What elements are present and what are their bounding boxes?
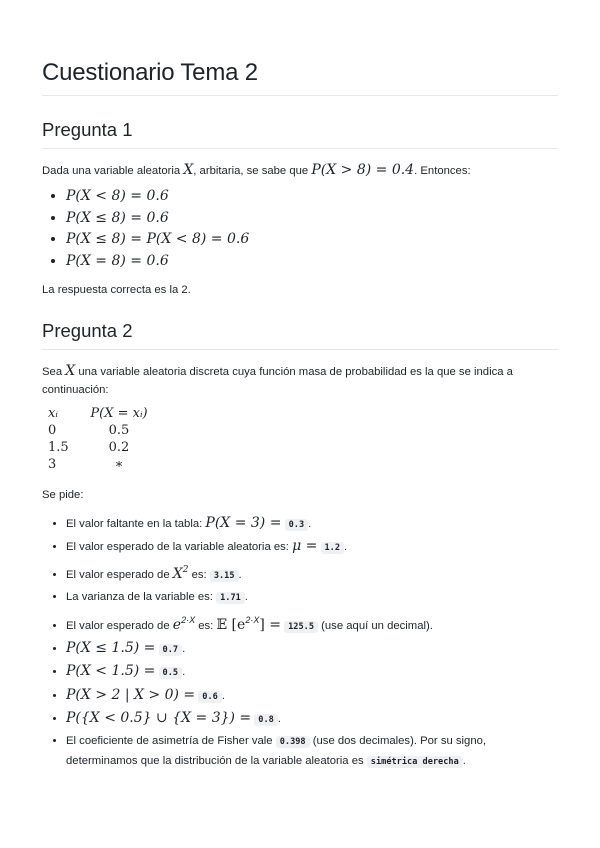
table-row [48,439,154,456]
item-text: (use aquí un decimal). [318,619,433,632]
item-text: es: [195,619,217,632]
answer-option: • P(X ≤ 8) = 0.6 [66,208,558,230]
intro-text: Sea [42,366,66,378]
question-item [66,708,558,731]
table-cell-p: 0.5 [108,423,130,438]
table-header-x: xᵢ [48,406,58,421]
intro-text: una variable aleatoria discreta cuya función masa de probabilidad es la que se indica a continuación: [42,366,513,396]
item-text: La varianza de la variable es: [66,591,217,604]
intro-text: . Entonces: [414,165,471,177]
intro-text: Dada una variable aleatoria [42,165,184,177]
table-cell-p: 0.2 [108,440,130,455]
math-expression: P(X > 8) = 0.4 [311,162,415,178]
math-var: X [65,363,76,379]
item-text: . [182,666,186,679]
item-text: . [308,518,312,530]
math-expression: 𝔼 [e [216,616,246,633]
item-text: . [344,541,348,554]
answer-value: 0.3 [285,519,309,531]
question-2-items [42,513,558,772]
question-item [66,560,558,587]
item-text: . [244,591,248,604]
item-text: (use dos decimales). Por su signo, determinamos que la distribución de la variable aleatoria es [66,734,487,767]
math-superscript: 2·X [245,614,260,625]
se-pide-label: Se pide: [42,489,84,501]
answer-value: 0.6 [198,691,222,703]
answer-value: 125.5 [284,621,318,633]
question-item [66,536,558,559]
math-var: e [172,616,182,633]
math-expression: μ = [292,538,318,555]
item-text: . [221,689,225,702]
answer-option: • P(X < 8) = 0.6 [66,186,558,208]
answer-option: • P(X = 8) = 0.6 [66,251,558,273]
question-2-heading: Pregunta 2 [42,319,558,350]
item-text: El coeficiente de asimetría de Fisher vale [66,734,276,747]
item-text: El valor faltante en la tabla: [66,518,206,530]
question-2-intro [42,362,558,399]
page-title: Cuestionario Tema 2 [42,58,558,96]
question-item [66,638,558,661]
math-var: X [172,565,183,582]
answer-option: • P(X ≤ 8) = P(X < 8) = 0.6 [66,229,558,251]
math-expression: P(X > 2 | X > 0) = [66,686,196,703]
item-text: . [462,754,466,767]
item-text: El valor esperado de la variable aleatoria es: [66,541,293,554]
table-cell-x: 1.5 [48,440,69,455]
item-text: . [277,713,281,726]
table-cell-p: ∗ [114,457,124,472]
item-text: El valor esperado de [66,568,173,581]
answer-value: 0.398 [276,736,310,748]
question-item [66,610,558,638]
probability-table [48,405,154,473]
answer-value: 1.71 [216,592,245,604]
question-item [66,732,558,772]
item-text: . [238,568,242,581]
math-expression: P(X < 1.5) = [66,663,156,680]
math-expression: ] = [259,616,281,633]
table-row [48,422,154,439]
answer-options-list [42,186,558,272]
table-header-row [48,405,154,422]
table-header-p: P(X = xᵢ) [90,406,148,421]
item-text: El valor esperado de [66,619,173,632]
intro-text: , arbitaria, se sabe que [193,165,312,177]
math-expression: P(X = 3) = [205,515,282,531]
question-item [66,513,558,536]
math-expression: P(X ≤ 1.5) = [66,640,156,657]
question-1-answer: La respuesta correcta es la 2. [42,284,191,296]
answer-value: 1.2 [321,542,345,554]
answer-value: simétrica derecha [367,756,463,768]
table-cell-x: 0 [48,423,57,438]
answer-value: 0.5 [159,667,183,679]
table-row [48,456,154,473]
math-superscript: 2·X [181,614,196,625]
math-var: X [183,162,194,178]
item-text: . [182,643,186,656]
answer-value: 0.7 [159,644,183,656]
question-item [66,661,558,684]
answer-value: 3.15 [210,570,239,582]
question-1-intro [42,161,558,180]
math-superscript: 2 [182,564,189,575]
math-expression: P({X < 0.5} ∪ {X = 3}) = [66,710,252,727]
question-1-heading: Pregunta 1 [42,118,558,149]
item-text: es: [188,568,210,581]
question-item [66,587,558,609]
table-cell-x: 3 [48,457,57,472]
question-item [66,685,558,708]
answer-value: 0.8 [254,714,278,726]
